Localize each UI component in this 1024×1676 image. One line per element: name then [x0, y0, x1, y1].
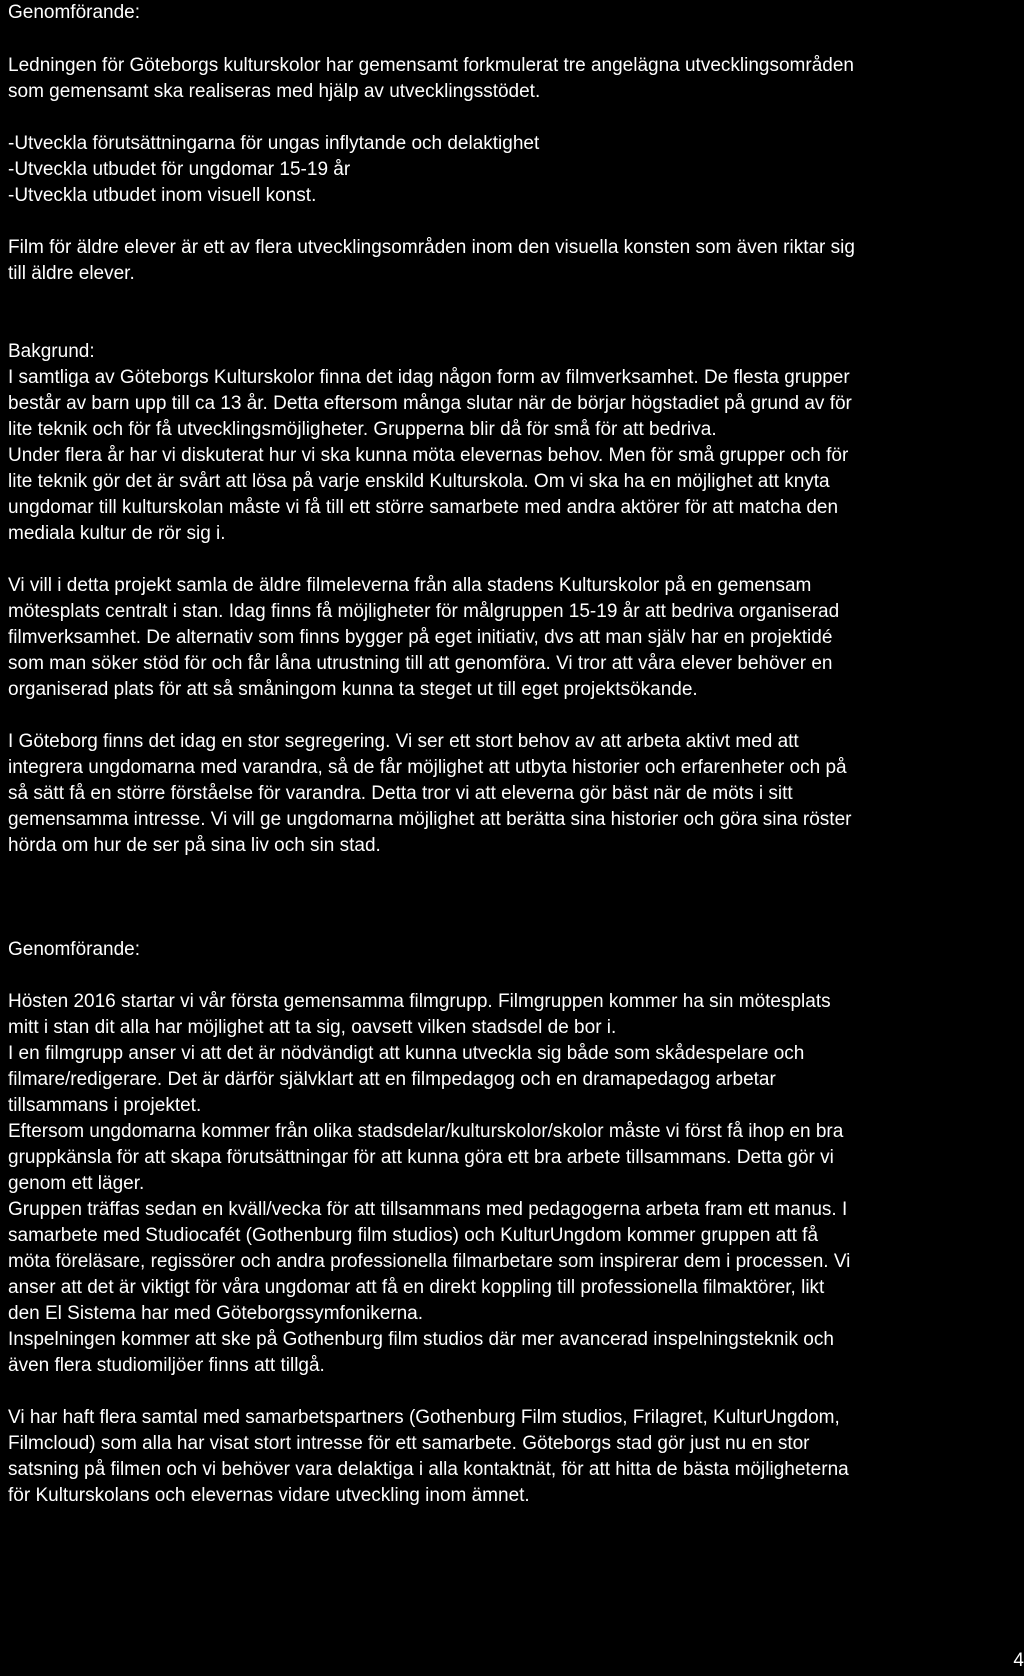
paragraph-intro	[8, 53, 1013, 105]
heading-implementation-1	[8, 0, 1013, 26]
text-line: Ledningen för Göteborgs kulturskolor har gemensamt forkmulerat tre angelägna utvecklingsområden	[8, 55, 854, 76]
heading-text: Genomförande:	[8, 2, 141, 23]
text-line: Inspelningen kommer att ske på Gothenburg film studios där mer avancerad inspelningsteknik och	[8, 1329, 834, 1350]
paragraph-goals	[8, 131, 1013, 209]
text-line: lite teknik och för få utvecklingsmöjligheter. Grupperna blir då för små för att bedriva.	[8, 419, 717, 440]
text-line: I samtliga av Göteborgs Kulturskolor finna det idag någon form av filmverksamhet. De flesta grupper	[8, 367, 850, 388]
text-line: även flera studiomiljöer finns att tillgå.	[8, 1355, 325, 1376]
goal-item: -Utveckla utbudet inom visuell konst.	[8, 185, 317, 206]
text-line: Film för äldre elever är ett av flera utvecklingsområden inom den visuella konsten som även riktar sig	[8, 237, 855, 258]
heading-text: Bakgrund:	[8, 341, 95, 362]
text-line: gemensamma intresse. Vi vill ge ungdomarna möjlighet att berätta sina historier och göra sina röster	[8, 809, 852, 830]
text-line: integrera ungdomarna med varandra, så de får möjlighet att utbyta historier och erfarenheter och på	[8, 757, 847, 778]
text-line: mötesplats centralt i stan. Idag finns få möjligheter för målgruppen 15-19 år att bedriva organiserad	[8, 601, 840, 622]
heading-background	[8, 339, 1013, 365]
text-line: Hösten 2016 startar vi vår första gemensamma filmgrupp. Filmgruppen kommer ha sin mötesplats	[8, 991, 831, 1012]
text-line: filmverksamhet. De alternativ som finns bygger på eget initiativ, dvs att man själv har en projektidé	[8, 627, 833, 648]
text-line: I en filmgrupp anser vi att det är nödvändigt att kunna utveckla sig både som skådespelare och	[8, 1043, 805, 1064]
heading-text: Genomförande:	[8, 939, 141, 960]
text-line: för Kulturskolans och elevernas vidare utveckling inom ämnet.	[8, 1485, 530, 1506]
text-line: till äldre elever.	[8, 263, 135, 284]
text-line: Eftersom ungdomarna kommer från olika stadsdelar/kulturskolor/skolor måste vi först få ihop en bra	[8, 1121, 844, 1142]
text-line: anser att det är viktigt för våra ungdomar att få en direkt koppling till professionella filmaktörer, likt	[8, 1277, 825, 1298]
paragraph-background	[8, 365, 1013, 547]
text-line: Vi har haft flera samtal med samarbetspartners (Gothenburg Film studios, Frilagret, KulturUngdom,	[8, 1407, 840, 1428]
paragraph-film-note	[8, 235, 1013, 287]
paragraph-partners	[8, 1405, 1013, 1509]
goal-item: -Utveckla utbudet för ungdomar 15-19 år	[8, 159, 351, 180]
text-line: Gruppen träffas sedan en kväll/vecka för att tillsammans med pedagogerna arbeta fram ett manus. I	[8, 1199, 848, 1220]
paragraph-implementation	[8, 989, 1013, 1379]
paragraph-project-aim	[8, 573, 1013, 703]
text-line: gruppkänsla för att skapa förutsättningar för att kunna göra ett bra arbete tillsammans. Detta gör vi	[8, 1147, 834, 1168]
text-line: så sätt få en större förståelse för varandra. Detta tror vi att eleverna gör bäst när de möts i sitt	[8, 783, 793, 804]
text-line: samarbete med Studiocafét (Gothenburg film studios) och KulturUngdom kommer gruppen att få	[8, 1225, 819, 1246]
text-line: genom ett läger.	[8, 1173, 145, 1194]
text-line: organiserad plats för att så småningom kunna ta steget ut till eget projektsökande.	[8, 679, 698, 700]
text-line: tillsammans i projektet.	[8, 1095, 202, 1116]
text-line: som gemensamt ska realiseras med hjälp av utvecklingsstödet.	[8, 81, 541, 102]
text-line: I Göteborg finns det idag en stor segregering. Vi ser ett stort behov av att arbeta aktivt med att	[8, 731, 799, 752]
text-line: består av barn upp till ca 13 år. Detta eftersom många slutar när de börjar högstadiet på grund av för	[8, 393, 852, 414]
text-line: mediala kultur de rör sig i.	[8, 523, 226, 544]
text-line: satsning på filmen och vi behöver vara delaktiga i alla kontaktnät, för att hitta de bästa möjligheterna	[8, 1459, 849, 1480]
text-line: mitt i stan dit alla har möjlighet att ta sig, oavsett vilken stadsdel de bor i.	[8, 1017, 617, 1038]
goal-item: -Utveckla förutsättningarna för ungas inflytande och delaktighet	[8, 133, 540, 154]
document-page	[8, 0, 1013, 1509]
heading-implementation-2	[8, 937, 1013, 963]
paragraph-segregation	[8, 729, 1013, 859]
text-line: filmare/redigerare. Det är därför självklart att en filmpedagog och en dramapedagog arbetar	[8, 1069, 776, 1090]
text-line: möta föreläsare, regissörer och andra professionella filmarbetare som inspirerar dem i processen. Vi	[8, 1251, 851, 1272]
page-number: 4	[1013, 1650, 1024, 1671]
text-line: den El Sistema har med Göteborgssymfonikerna.	[8, 1303, 424, 1324]
text-line: Filmcloud) som alla har visat stort intresse för ett samarbete. Göteborgs stad gör just nu en stor	[8, 1433, 810, 1454]
text-line: lite teknik gör det är svårt att lösa på varje enskild Kulturskola. Om vi ska ha en möjlighet att knyta	[8, 471, 830, 492]
text-line: som man söker stöd för och får låna utrustning till att genomföra. Vi tror att våra elever behöver en	[8, 653, 833, 674]
text-line: Vi vill i detta projekt samla de äldre filmeleverna från alla stadens Kulturskolor på en gemensam	[8, 575, 812, 596]
text-line: hörda om hur de ser på sina liv och sin stad.	[8, 835, 381, 856]
text-line: Under flera år har vi diskuterat hur vi ska kunna möta elevernas behov. Men för små grupper och för	[8, 445, 849, 466]
text-line: ungdomar till kulturskolan måste vi få till ett större samarbete med andra aktörer för att matcha den	[8, 497, 839, 518]
